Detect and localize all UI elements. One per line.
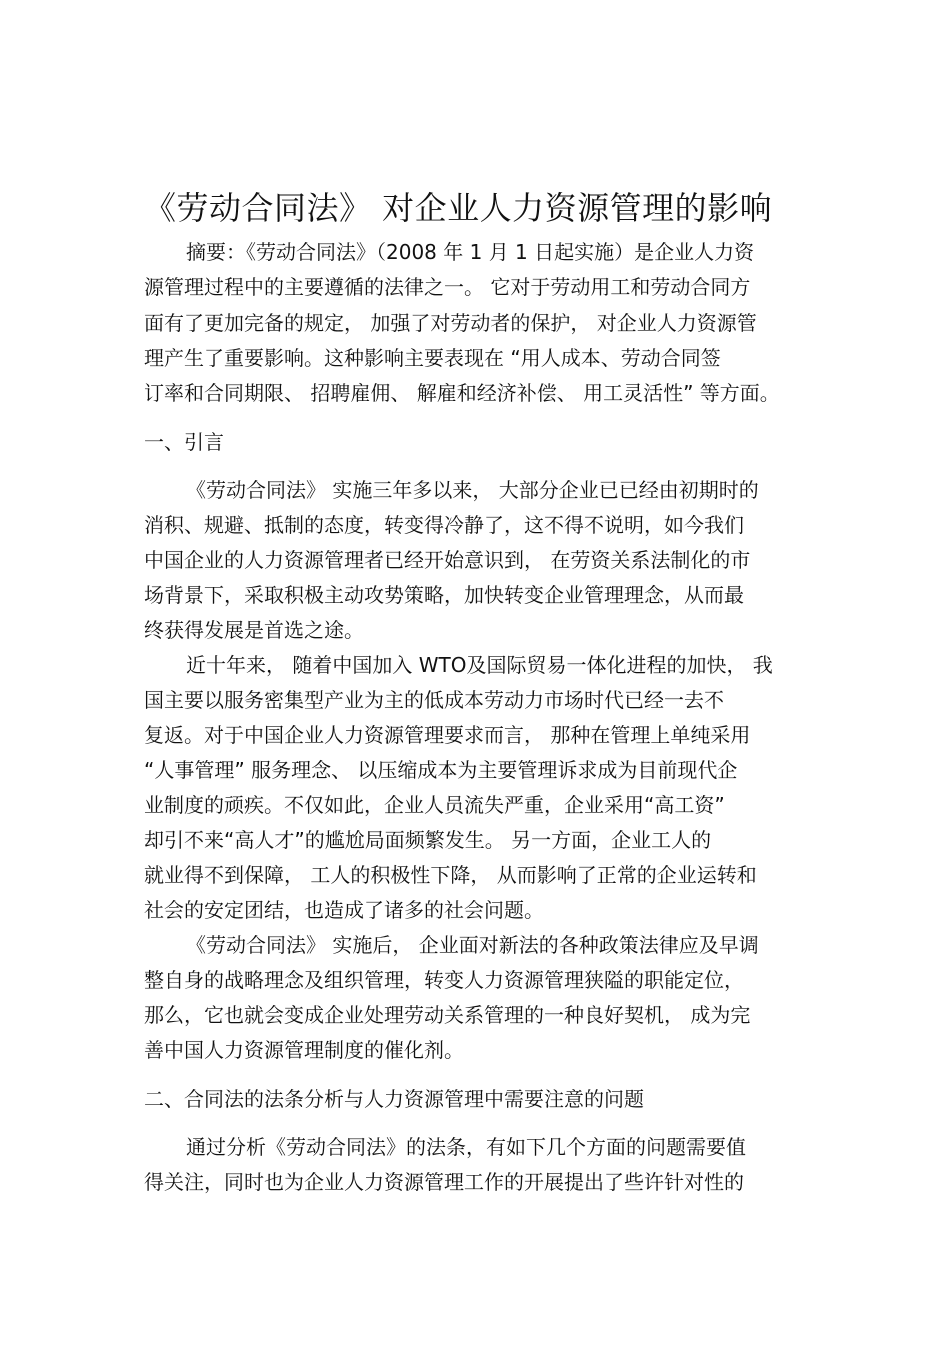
paragraph-line: 整自身的战略理念及组织管理，转变人力资源管理狭隘的职能定位， — [144, 968, 744, 992]
paragraph-line: 国主要以服务密集型产业为主的低成本劳动力市场时代已经一去不 — [144, 688, 724, 712]
abstract-line: 订率和合同期限、 招聘雇佣、 解雇和经济补偿、 用工灵活性” 等方面。 — [144, 381, 780, 405]
paragraph-line: 近十年来， 随着中国加入 WTO及国际贸易一体化进程的加快， 我 — [186, 653, 773, 677]
paragraph-line: 复返。对于中国企业人力资源管理要求而言， 那种在管理上单纯采用 — [144, 723, 751, 747]
paragraph-line: 得关注，同时也为企业人力资源管理工作的开展提出了些许针对性的 — [144, 1170, 744, 1194]
paragraph-line: 终获得发展是首选之途。 — [144, 618, 364, 642]
paragraph-line: 《劳动合同法》 实施三年多以来， 大部分企业已已经由初期时的 — [186, 478, 759, 502]
paragraph-line: 就业得不到保障， 工人的积极性下降， 从而影响了正常的企业运转和 — [144, 863, 757, 887]
abstract-line: 摘要：《劳动合同法》（2008 年 1 月 1 日起实施）是企业人力资 — [186, 240, 755, 264]
document-title: 《劳动合同法》 对企业人力资源管理的影响 — [144, 189, 773, 227]
paragraph-line: 却引不来“高人才”的尴尬局面频繁发生。 另一方面，企业工人的 — [144, 828, 712, 852]
section-heading-intro: 一、引言 — [144, 430, 224, 454]
paragraph-line: 社会的安定团结，也造成了诸多的社会问题。 — [144, 898, 544, 922]
paragraph-line: “人事管理” 服务理念、 以压缩成本为主要管理诉求成为目前现代企 — [144, 758, 738, 782]
paragraph-line: 场背景下，采取积极主动攻势策略，加快转变企业管理理念，从而最 — [144, 583, 744, 607]
paragraph-line: 《劳动合同法》 实施后， 企业面对新法的各种政策法律应及早调 — [186, 933, 759, 957]
abstract-line: 面有了更加完备的规定， 加强了对劳动者的保护， 对企业人力资源管 — [144, 311, 757, 335]
paragraph-line: 那么，它也就会变成企业处理劳动关系管理的一种良好契机， 成为完 — [144, 1003, 751, 1027]
abstract-line: 理产生了重要影响。这种影响主要表现在 “用人成本、劳动合同签 — [144, 346, 721, 370]
abstract-line: 源管理过程中的主要遵循的法律之一。 它对于劳动用工和劳动合同方 — [144, 275, 751, 299]
paragraph-line: 中国企业的人力资源管理者已经开始意识到， 在劳资关系法制化的市 — [144, 548, 751, 572]
paragraph-line: 通过分析《劳动合同法》的法条，有如下几个方面的问题需要值 — [186, 1135, 746, 1159]
section-heading-analysis: 二、合同法的法条分析与人力资源管理中需要注意的问题 — [144, 1087, 644, 1111]
paragraph-line: 善中国人力资源管理制度的催化剂。 — [144, 1038, 464, 1062]
paragraph-line: 业制度的顽疾。不仅如此，企业人员流失严重，企业采用“高工资” — [144, 793, 725, 817]
paragraph-line: 消积、规避、抵制的态度，转变得冷静了，这不得不说明，如今我们 — [144, 513, 744, 537]
